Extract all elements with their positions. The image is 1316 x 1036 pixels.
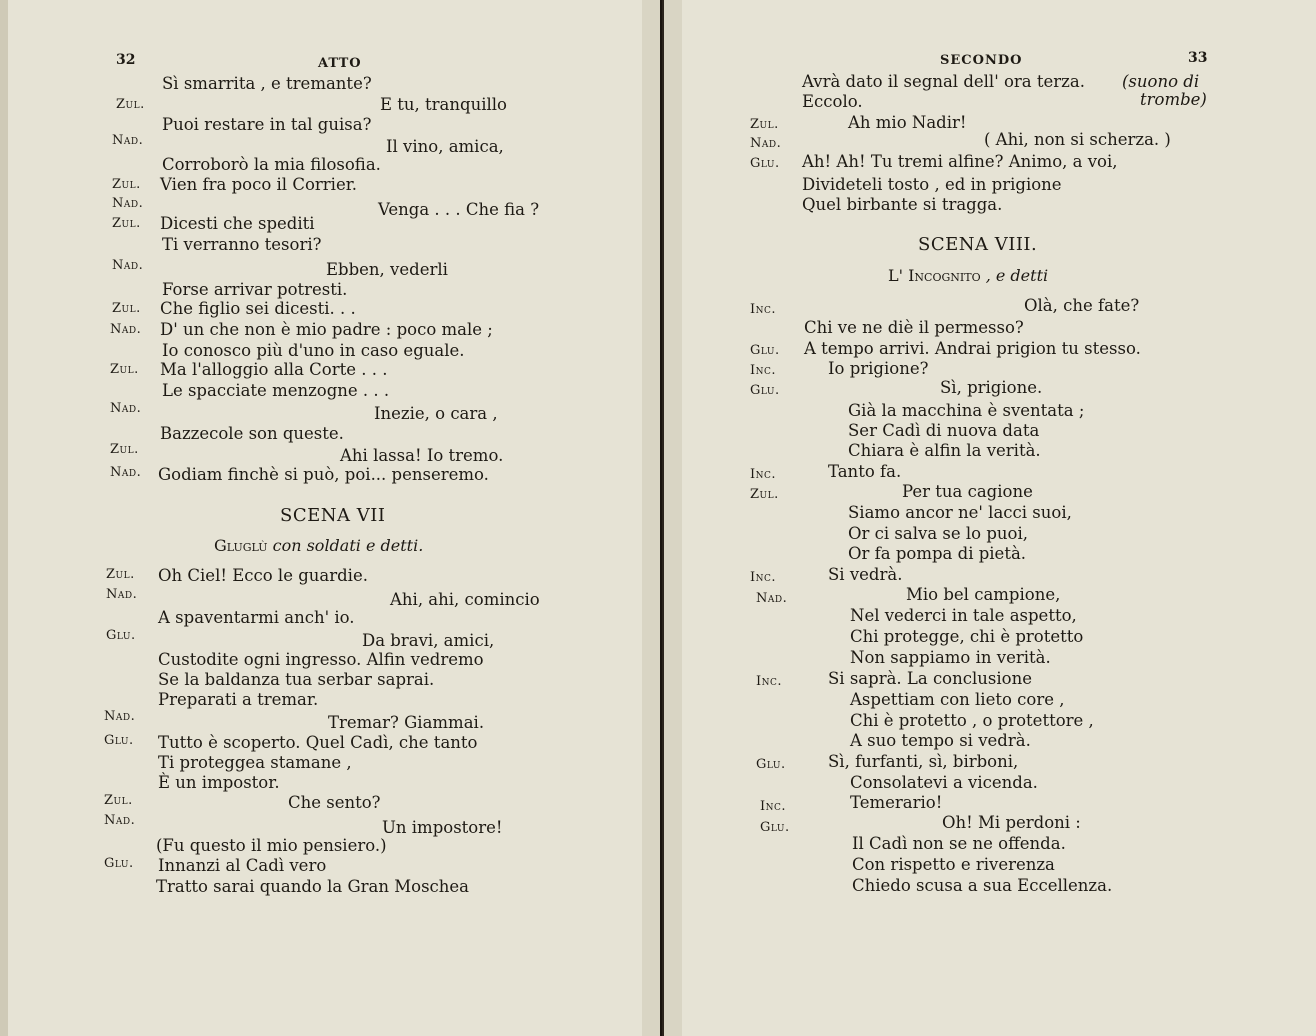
verse-line: Per tua cagione	[902, 482, 1033, 501]
verse-line: Tremar? Giammai.	[328, 713, 485, 732]
verse-line: (Fu questo il mio pensiero.)	[156, 836, 387, 855]
page-number: 32	[116, 52, 136, 68]
speaker-label: Glu.	[756, 757, 786, 772]
verse-line: Tratto sarai quando la Gran Moschea	[156, 877, 470, 896]
verse-line: A suo tempo si vedrà.	[850, 731, 1031, 750]
speaker-label: Inc.	[750, 363, 777, 378]
verse-line: Io prigione?	[828, 359, 929, 378]
verse-line: Tutto è scoperto. Quel Cadì, che tanto	[158, 733, 478, 752]
gutter-shadow	[664, 0, 682, 1036]
speaker-label: Zul.	[116, 97, 145, 112]
verse-line: Quel birbante si tragga.	[802, 195, 1003, 214]
verse-line: Che figlio sei dicesti. . .	[160, 299, 356, 318]
speaker-label: Zul.	[110, 442, 139, 457]
speaker-label: Nad.	[104, 813, 136, 828]
speaker-label: Nad.	[106, 587, 138, 602]
speaker-label: Zul.	[104, 793, 133, 808]
verse-line: Consolatevi a vicenda.	[850, 773, 1038, 792]
speaker-label: Zul.	[750, 487, 779, 502]
verse-line: Ti verranno tesori?	[162, 235, 322, 254]
verse-line: Godiam finchè si può, poi... penseremo.	[158, 465, 489, 484]
scene-cast-rest: , e detti	[985, 266, 1049, 285]
verse-line: Preparati a tremar.	[158, 690, 319, 709]
verse-line: Chiara è alfin la verità.	[848, 441, 1041, 460]
verse-line: Sì smarrita , e tremante?	[162, 74, 372, 93]
speaker-label: Zul.	[110, 362, 139, 377]
scene-cast	[888, 266, 1048, 285]
speaker-label: Glu.	[104, 856, 134, 871]
speaker-label: Glu.	[750, 383, 780, 398]
verse-line: Ahi, ahi, comincio	[390, 590, 540, 609]
speaker-label: Inc.	[750, 570, 777, 585]
verse-line: Or ci salva se lo puoi,	[848, 524, 1028, 543]
verse-line: Che sento?	[288, 793, 381, 812]
verse-line: Già la macchina è sventata ;	[848, 401, 1085, 420]
speaker-label: Nad.	[104, 709, 136, 724]
verse-line: A spaventarmi anch' io.	[158, 608, 355, 627]
verse-line: Divideteli tosto , ed in prigione	[802, 175, 1062, 194]
speaker-label: Inc.	[760, 799, 787, 814]
verse-line: Sì, prigione.	[940, 378, 1043, 397]
verse-line: Tanto fa.	[828, 462, 902, 481]
stage-direction: (suono di	[1122, 72, 1200, 91]
page-edge	[0, 0, 8, 1036]
verse-line: Con rispetto e riverenza	[852, 855, 1055, 874]
speaker-label: Zul.	[750, 117, 779, 132]
speaker-label: Nad.	[112, 196, 144, 211]
verse-line: Si vedrà.	[828, 565, 903, 584]
speaker-label: Glu.	[106, 628, 136, 643]
verse-line: Inezie, o cara ,	[374, 404, 498, 423]
verse-line: Vien fra poco il Corrier.	[160, 175, 358, 194]
verse-line: Il vino, amica,	[386, 137, 504, 156]
verse-line: Io conosco più d'uno in caso eguale.	[162, 341, 465, 360]
running-head: ATTO	[318, 56, 362, 71]
verse-line: Bazzecole son queste.	[160, 424, 344, 443]
speaker-label: Nad.	[750, 136, 782, 151]
scene-cast-rest: con soldati e detti.	[272, 536, 424, 555]
speaker-label: Nad.	[110, 322, 142, 337]
verse-line: Ah mio Nadir!	[848, 113, 967, 132]
verse-line: Temerario!	[850, 793, 943, 812]
verse-line: Ma l'alloggio alla Corte . . .	[160, 360, 388, 379]
verse-line: Si saprà. La conclusione	[828, 669, 1032, 688]
verse-line: Oh! Mi perdoni :	[942, 813, 1081, 832]
speaker-label: Inc.	[750, 302, 777, 317]
speaker-label: Nad.	[110, 401, 142, 416]
verse-line: Il Cadì non se ne offenda.	[852, 834, 1066, 853]
verse-line: Corroborò la mia filosofia.	[162, 155, 381, 174]
verse-line: Ser Cadì di nuova data	[848, 421, 1040, 440]
verse-line: Da bravi, amici,	[362, 631, 495, 650]
scene-title: SCENA VIII.	[918, 234, 1038, 255]
speaker-label: Glu.	[750, 156, 780, 171]
verse-line: ( Ahi, non si scherza. )	[984, 130, 1171, 149]
verse-line: Puoi restare in tal guisa?	[162, 115, 372, 134]
gutter-shadow	[642, 0, 660, 1036]
right-page	[664, 0, 1316, 1036]
verse-line: Innanzi al Cadì vero	[158, 856, 327, 875]
speaker-label: Inc.	[756, 674, 783, 689]
verse-line: Chi ve ne diè il permesso?	[804, 318, 1024, 337]
verse-line: Chiedo scusa a sua Eccellenza.	[852, 876, 1113, 895]
verse-line: Chi protegge, chi è protetto	[850, 627, 1084, 646]
speaker-label: Zul.	[112, 177, 141, 192]
speaker-label: Nad.	[112, 133, 144, 148]
scene-cast-name: L' Incognito	[888, 266, 981, 285]
verse-line: Olà, che fate?	[1024, 296, 1140, 315]
speaker-label: Nad.	[112, 258, 144, 273]
verse-line: Avrà dato il segnal dell' ora terza.	[802, 72, 1085, 91]
verse-line: Siamo ancor ne' lacci suoi,	[848, 503, 1072, 522]
speaker-label: Glu.	[104, 733, 134, 748]
verse-line: D' un che non è mio padre : poco male ;	[160, 320, 493, 339]
speaker-label: Nad.	[110, 465, 142, 480]
verse-line: Mio bel campione,	[906, 585, 1061, 604]
speaker-label: Zul.	[106, 567, 135, 582]
verse-line: Sì, furfanti, sì, birboni,	[828, 752, 1019, 771]
verse-line: Aspettiam con lieto core ,	[850, 690, 1065, 709]
verse-line: Dicesti che spediti	[160, 214, 315, 233]
verse-line: Oh Ciel! Ecco le guardie.	[158, 566, 368, 585]
verse-line: Forse arrivar potresti.	[162, 280, 348, 299]
verse-line: E tu, tranquillo	[380, 95, 507, 114]
verse-line: Eccolo.	[802, 92, 863, 111]
scene-title: SCENA VII	[280, 505, 386, 526]
speaker-label: Zul.	[112, 301, 141, 316]
verse-line: Non sappiamo in verità.	[850, 648, 1051, 667]
verse-line: Se la baldanza tua serbar saprai.	[158, 670, 435, 689]
verse-line: Chi è protetto , o protettore ,	[850, 711, 1094, 730]
stage-direction: trombe)	[1140, 90, 1207, 109]
speaker-label: Glu.	[760, 820, 790, 835]
verse-line: Ti proteggea stamane ,	[158, 753, 352, 772]
page-number: 33	[1188, 50, 1208, 66]
verse-line: Le spacciate menzogne . . .	[162, 381, 390, 400]
speaker-label: Nad.	[756, 591, 788, 606]
verse-line: Custodite ogni ingresso. Alfin vedremo	[158, 650, 484, 669]
verse-line: È un impostor.	[158, 773, 280, 792]
scene-cast-name: Gluglù	[214, 536, 268, 555]
running-head: SECONDO	[940, 53, 1023, 68]
scene-cast	[214, 536, 423, 555]
verse-line: Venga . . . Che fia ?	[378, 200, 540, 219]
verse-line: Ebben, vederli	[326, 260, 448, 279]
verse-line: Or fa pompa di pietà.	[848, 544, 1027, 563]
verse-line: Ahi lassa! Io tremo.	[340, 446, 504, 465]
verse-line: Nel vederci in tale aspetto,	[850, 606, 1077, 625]
verse-line: A tempo arrivi. Andrai prigion tu stesso.	[804, 339, 1141, 358]
verse-line: Un impostore!	[382, 818, 503, 837]
speaker-label: Inc.	[750, 467, 777, 482]
speaker-label: Zul.	[112, 216, 141, 231]
verse-line: Ah! Ah! Tu tremi alfine? Animo, a voi,	[802, 152, 1118, 171]
speaker-label: Glu.	[750, 343, 780, 358]
